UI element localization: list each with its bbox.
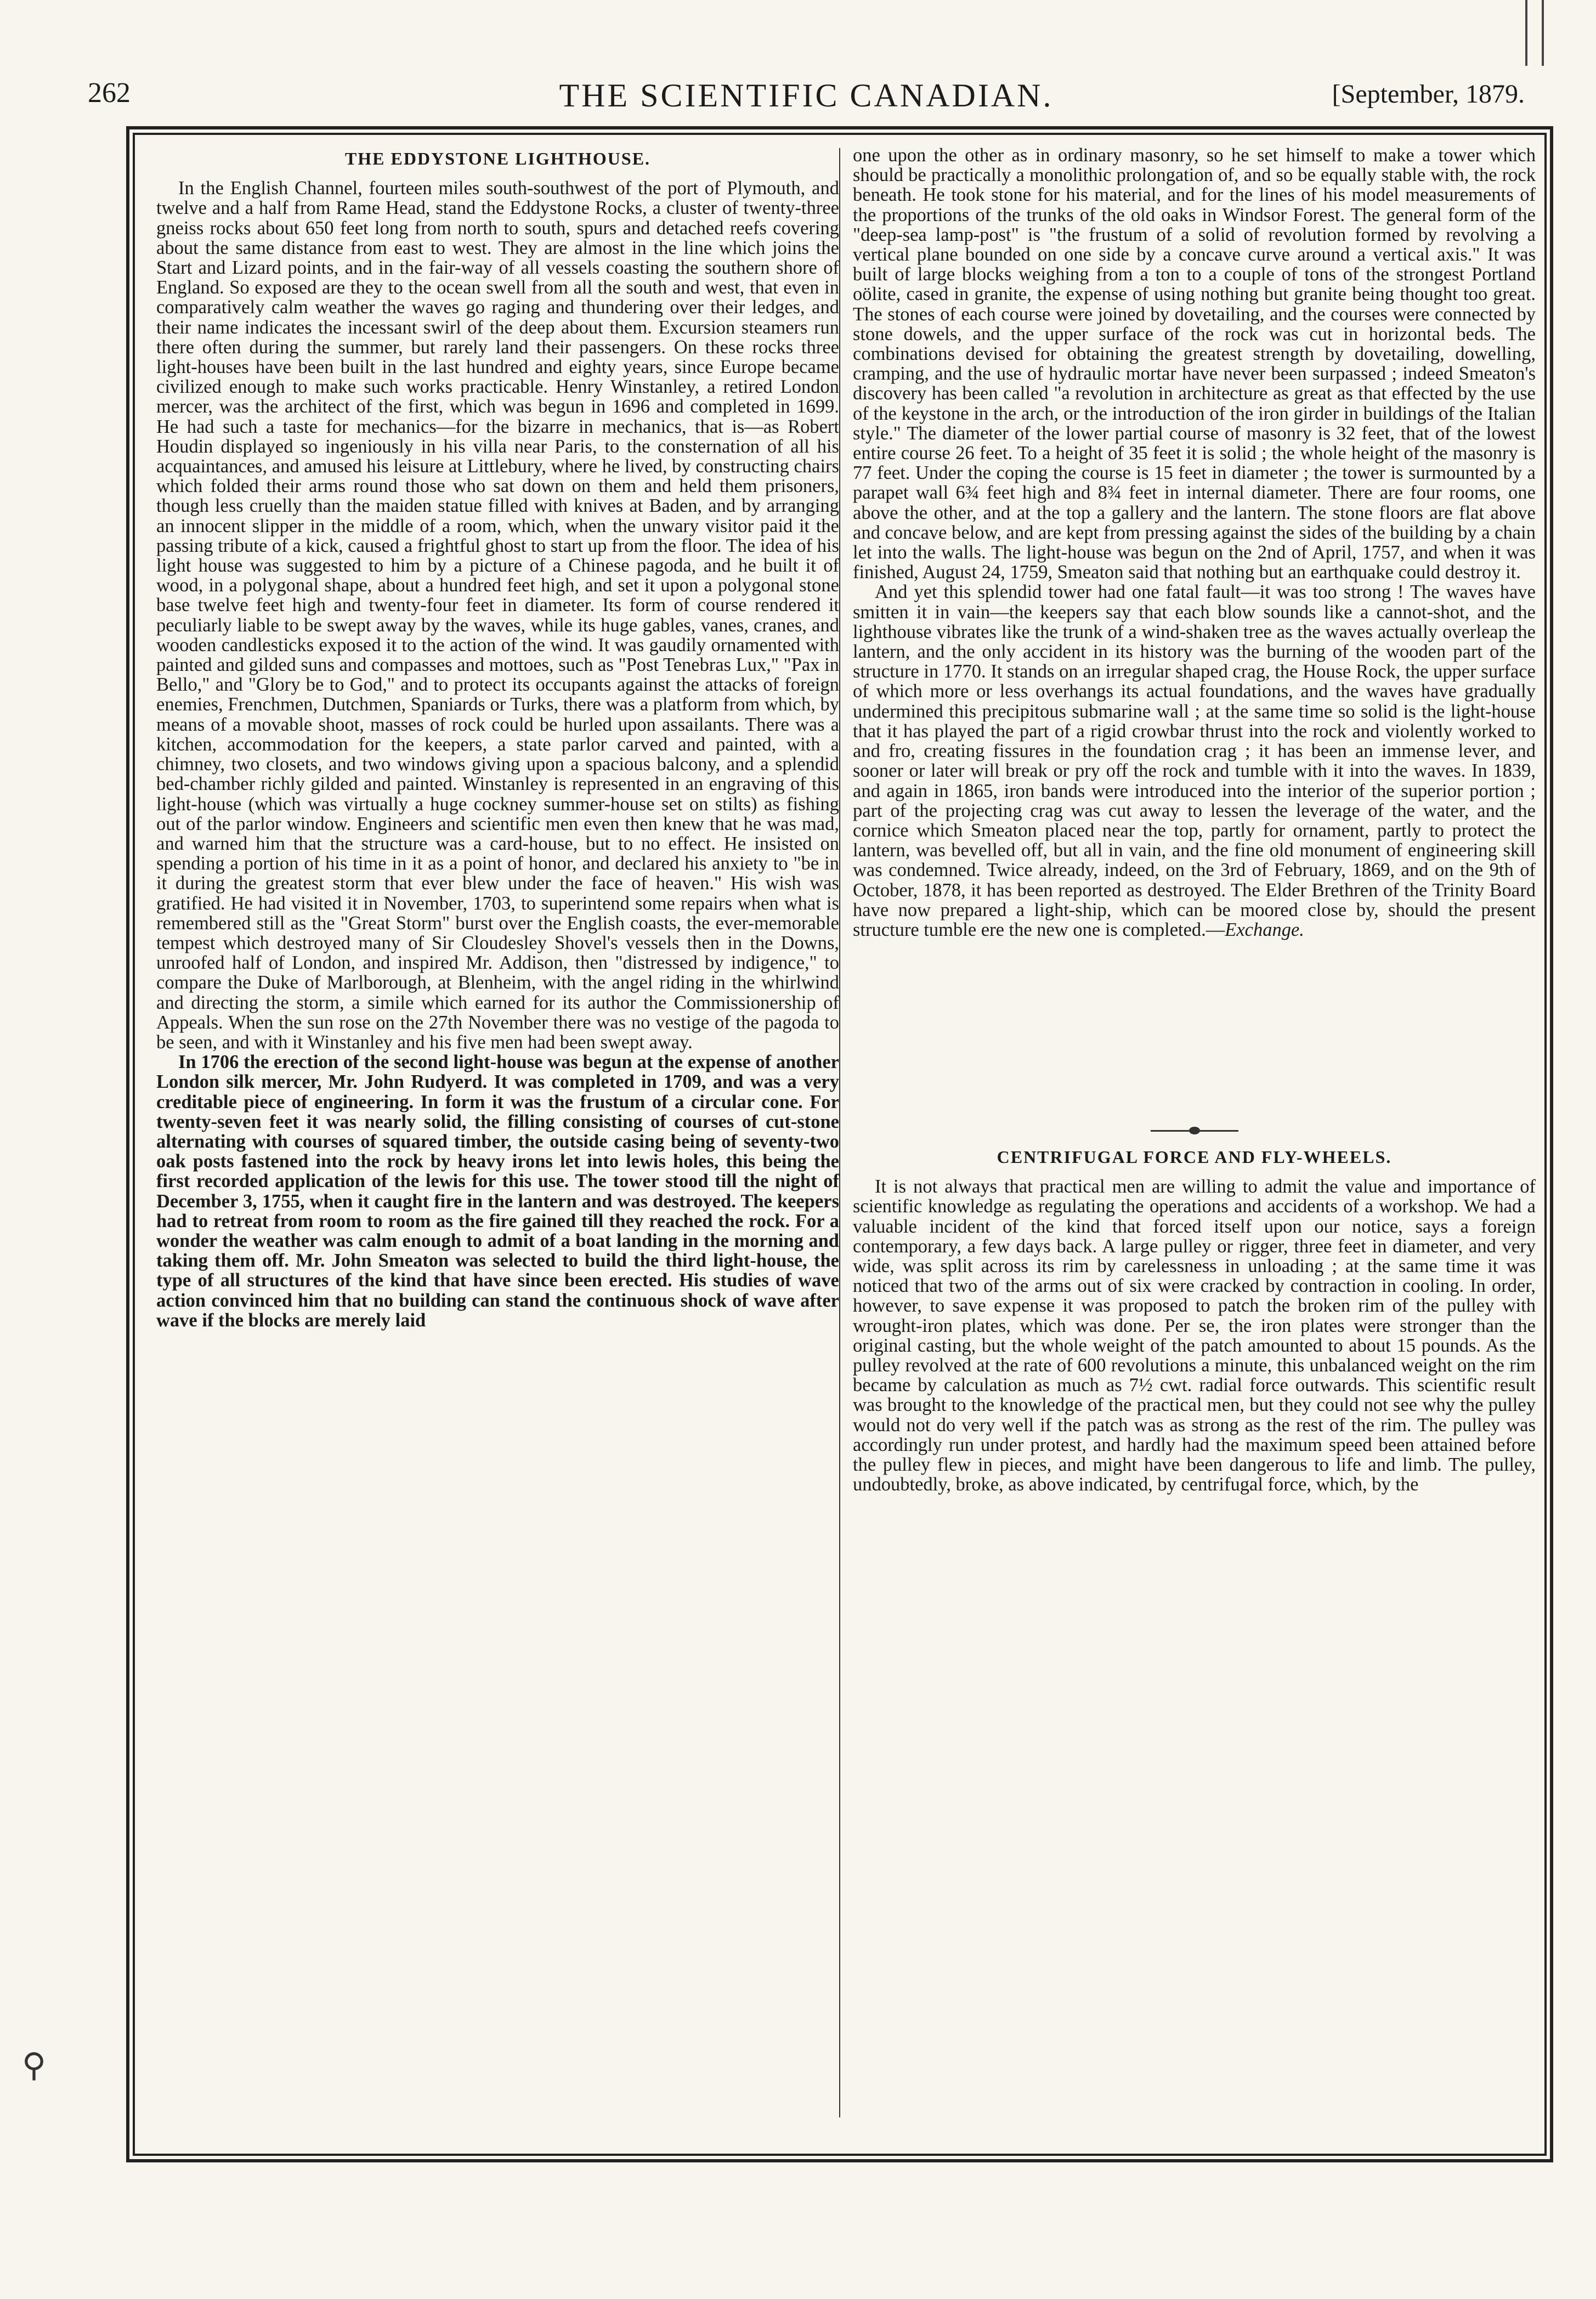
page-corner-mark (1525, 0, 1544, 66)
column-divider (839, 148, 840, 2117)
paragraph (853, 582, 1536, 940)
publication-title: THE SCIENTIFIC CANADIAN. (559, 77, 1054, 114)
issue-date: [September, 1879. (1332, 80, 1525, 109)
paragraph: one upon the other as in ordinary masonry, so he set himself to make a tower which should be practically a monolithic prolongation of, and so be equally stable with, the rock beneath. He took stone for his material, and for the lines of his model measurements of the proportions of the trunks of the old oaks in Windsor Forest. The general form of the "deep-sea lamp-post" is "the frustum of a solid of revolution formed by revolving a vertical plane bounded on one side by a concave curve around a vertical axis." It was built of large blocks weighing from a ton to a couple of tons of the strongest Portland oölite, cased in granite, the expense of using nothing but granite being thought too great. The stones of each course were joined by dovetailing, and the courses were connected by stone dowels, and the upper surface of the rock was cut in horizontal beds. The combinations devised for obtaining the greatest strength by dovetailing, dowelling, cramping, and the use of hydraulic mortar have never been surpassed ; indeed Smeaton's discovery has been called "a revolution in architecture as great as that effected by the use of the keystone in the arch, or the introduction of the iron girder in buildings of the Italian style." The diameter of the lower partial course of masonry is 32 feet, that of the lowest entire course 26 feet. To a height of 35 feet it is solid ; the whole height of the masonry is 77 feet. Under the coping the course is 15 feet in diameter ; the tower is surmounted by a parapet wall 6¾ feet high and 8¾ feet in internal diameter. There are four rooms, one above the other, and at the top a gallery and the lantern. The stone floors are flat above and concave below, and are kept from pressing against the sides of the building by a chain let into the walls. The light-house was begun on the 2nd of April, 1757, and when it was finished, August 24, 1759, Smeaton said that nothing but an earthquake could destroy it. (853, 145, 1536, 583)
margin-mark: ⚲ (22, 2047, 46, 2083)
left-column (156, 145, 839, 1330)
article-title-centrifugal: CENTRIFUGAL FORCE AND FLY-WHEELS. (997, 1147, 1392, 1167)
article-title-eddystone: THE EDDYSTONE LIGHTHOUSE. (344, 149, 651, 168)
eddystone-continuation (853, 145, 1536, 1114)
paragraph: It is not always that practical men are willing to admit the value and importance of scientific knowledge as regulating the operations and accidents of a workshop. We had a valuable incident of the kind that forced itself upon our notice, says a foreign contemporary, a few days back. A large pulley or rigger, three feet in diameter, and very wide, was split across its rim by carelessness in unloading ; at the same time it was noticed that two of the arms out of six were cracked by contraction in cooling. In order, however, to save expense it was proposed to patch the broken rim of the pulley with wrought-iron plates, which was done. Per se, the iron plates were stronger than the original casting, but the whole weight of the patch amounted to about 15 pounds. As the pulley revolved at the rate of 600 revolutions a minute, this unbalanced weight on the rim became by calculation as much as 7½ cwt. radial force outwards. This scientific result was brought to the knowledge of the practical men, but they could not see why the pulley would not do very well if the patch was as strong as the rest of the rim. The pulley was accordingly run under protest, and hardly had the maximum speed been attained before the pulley flew in pieces, and might have been dangerous to life and limb. The pulley, undoubtedly, broke, as above indicated, by centrifugal force, which, by the (853, 1177, 1536, 1495)
paragraph-bold: In 1706 the erection of the second light-house was begun at the expense of another London silk mercer, Mr. John Rudyerd. It was completed in 1709, and was a very creditable piece of engineering. In form it was the frustum of a circular cone. For twenty-seven feet it was nearly solid, the filling consisting of courses of cut-stone alternating with courses of squared timber, the outside casing being of seventy-two oak posts fastened into the rock by heavy irons let into lewis holes, this being the first recorded application of the lewis for this use. The tower stood till the night of December 3, 1755, when it caught fire in the lantern and was destroyed. The keepers had to retreat from room to room as the fire gained till they reached the rock. For a wonder the weather was calm enough to admit of a boat landing in the morning and taking them off. Mr. John Smeaton was selected to build the third light-house, the type of all structures of the kind that have since been erected. His studies of wave action convinced him that no building can stand the continuous shock of wave after wave if the blocks are merely laid (156, 1052, 839, 1331)
centrifugal-article-body (853, 1177, 1536, 2016)
article-separator-ornament (1151, 1130, 1238, 1132)
paragraph-text: And yet this splendid tower had one fatal fault—it was too strong ! The waves have smitten it in vain—the keepers say that each blow sounds like a cannot-shot, and the lighthouse vibrates like the trunk of a wind-shaken tree as the waves actually overleap the lantern, and the only accident in its history was the burning of the wooden part of the structure in 1770. It stands on an irregular shaped crag, the House Rock, the upper surface of which more or less overhangs its actual foundations, and the waves have gradually undermined this precipitous submarine wall ; at the same time so solid is the light-house that it has played the part of a rigid crowbar thrust into the rock and violently worked to and fro, creating fissures in the foundation crag ; it has been an immense lever, and sooner or later will break or pry off the rock and tumble with it into the waves. In 1839, and again in 1865, iron bands were introduced into the interior of the superior portion ; part of the projecting crag was cut away to lessen the leverage of the water, and the cornice which Smeaton placed near the top, partly for ornament, partly to protect the lantern, was bevelled off, but all in vain, and the fine old monument of engineering skill was condemned. Twice already, indeed, on the 3rd of February, 1869, and on the 9th of October, 1878, it has been reported as destroyed. The Elder Brethren of the Trinity Board have now prepared a light-ship, which can be moored close by, should the present structure tumble ere the new one is completed.— (853, 581, 1536, 940)
right-column (853, 145, 1536, 2016)
paragraph: In the English Channel, fourteen miles south-southwest of the port of Plymouth, and twelve and a half from Rame Head, stand the Eddystone Rocks, a cluster of twenty-three gneiss rocks about 650 feet long from north to south, spurs and detached reefs covering about the same distance from east to west. They are almost in the line which joins the Start and Lizard points, and in the fair-way of all vessels coasting the southern shore of England. So exposed are they to the ocean swell from all the south and west, that even in comparatively calm weather the waves go raging and thundering over their ledges, and their name indicates the incessant swirl of the deep about them. Excursion steamers run there often during the summer, but rarely land their passengers. On these rocks three light-houses have been built in the last hundred and eighty years, since Europe became civilized enough to make such works practicable. Henry Winstanley, a retired London mercer, was the architect of the first, which was begun in 1696 and completed in 1699. He had such a taste for mechanics—for the bizarre in mechanics, that is—as Robert Houdin displayed so ingeniously in his villa near Paris, to the consternation of all his acquaintances, and amused his leisure at Littlebury, where he lived, by constructing chairs which folded their arms round those who sat down on them and held them prisoners, though less cruelly than the maiden statue filled with knives at Baden, and by arranging an innocent slipper in the middle of a room, which, when the unwary visitor paid it the passing tribute of a kick, caused a frightful ghost to start up from the floor. The idea of his light house was suggested to him by a picture of a Chinese pagoda, and he built it of wood, in a polygonal shape, about a hundred feet high, and set it upon a polygonal stone base twelve feet high and twenty-four feet in diameter. Its form of course rendered it peculiarly liable to be swept away by the waves, while its huge gables, vanes, cranes, and wooden candlesticks exposed it to the action of the wind. It was gaudily ornamented with painted and gilded suns and compasses and mottoes, such as "Post Tenebras Lux," "Pax in Bello," and "Glory be to God," and to protect its occupants against the attacks of foreign enemies, Frenchmen, Dutchmen, Spaniards or Turks, there was a platform from which, by means of a movable shoot, masses of rock could be hurled upon assailants. There was a kitchen, accommodation for the keepers, a state parlor carved and painted, with a chimney, two closets, and two windows giving upon a spacious balcony, and a splendid bed-chamber richly gilded and painted. Winstanley is represented in an engraving of this light-house (which was virtually a huge cockney summer-house set on stilts) as fishing out of the parlor window. Engineers and scientific men even then knew that he was mad, and warned him that the structure was a card-house, but to no effect. He insisted on spending a portion of his time in it as a point of honor, and declared his anxiety to "be in it during the greatest storm that ever blew under the face of heaven." His wish was gratified. He had visited it in November, 1703, to superintend some repairs when what is remembered still as the "Great Storm" burst over the English coasts, the ever-memorable tempest which destroyed many of Sir Cloudesley Shovel's vessels then in the Downs, unroofed half of London, and inspired Mr. Addison, then "distressed by indigence," to compare the Duke of Marlborough, at Blenheim, with the angel riding in the whirlwind and directing the storm, a simile which earned for its author the Commissionership of Appeals. When the sun rose on the 27th November there was no vestige of the pagoda to be seen, and with it Winstanley and his five men had been swept away. (156, 178, 839, 1053)
source-credit: Exchange. (1225, 919, 1304, 940)
page-number: 262 (88, 77, 131, 109)
page-header (88, 77, 1525, 126)
